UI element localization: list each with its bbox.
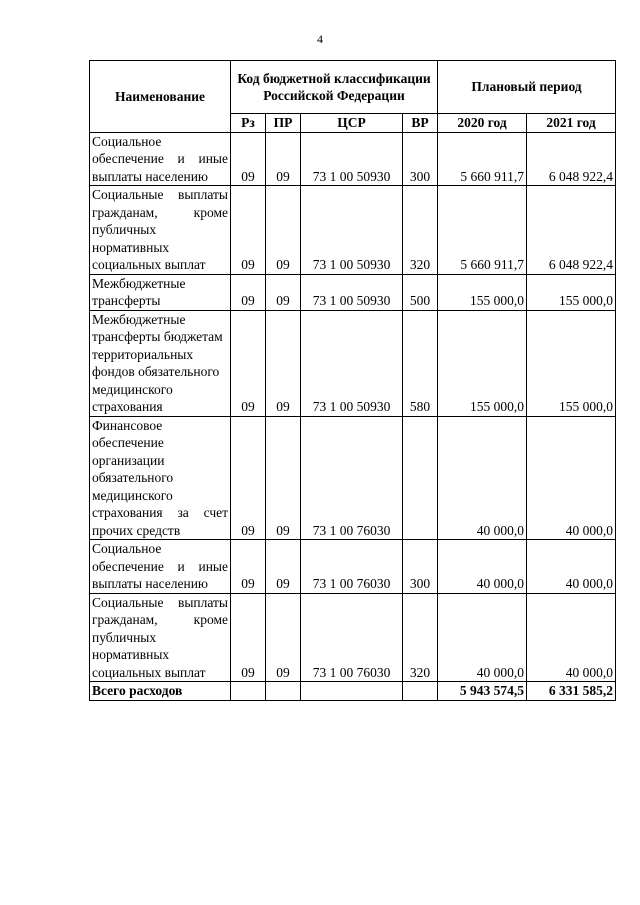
row-vr: 300 <box>403 132 438 186</box>
row-name: Межбюджетные трансферты <box>90 274 231 310</box>
row-vr: 580 <box>403 310 438 416</box>
row-vr: 320 <box>403 593 438 682</box>
row-name: Межбюджетные трансферты бюджетам территориальных фондов обязательного медицинского страхования <box>90 310 231 416</box>
row-pr: 09 <box>266 310 301 416</box>
header-code-group: Код бюджетной классификации Российской Федерации <box>231 61 438 114</box>
header-csr: ЦСР <box>301 114 403 133</box>
row-csr: 73 1 00 50930 <box>301 310 403 416</box>
row-pr: 09 <box>266 593 301 682</box>
row-2020: 40 000,0 <box>438 593 527 682</box>
row-2020: 5 660 911,7 <box>438 132 527 186</box>
row-csr: 73 1 00 76030 <box>301 540 403 594</box>
row-2021: 40 000,0 <box>527 416 616 540</box>
table-row <box>90 186 616 275</box>
header-planned-period: Плановый период <box>438 61 616 114</box>
header-rz: Рз <box>231 114 266 133</box>
row-2021: 155 000,0 <box>527 310 616 416</box>
row-name: Социальное обеспечение и иные выплаты населению <box>90 540 231 594</box>
total-empty-cell <box>231 682 266 701</box>
row-rz: 09 <box>231 593 266 682</box>
row-pr: 09 <box>266 274 301 310</box>
row-2021: 40 000,0 <box>527 540 616 594</box>
table-row <box>90 132 616 186</box>
row-vr <box>403 416 438 540</box>
row-rz: 09 <box>231 310 266 416</box>
header-name: Наименование <box>90 61 231 133</box>
row-vr: 320 <box>403 186 438 275</box>
row-csr: 73 1 00 50930 <box>301 274 403 310</box>
row-2021: 6 048 922,4 <box>527 132 616 186</box>
row-pr: 09 <box>266 540 301 594</box>
row-vr: 300 <box>403 540 438 594</box>
total-2020: 5 943 574,5 <box>438 682 527 701</box>
row-name: Социальное обеспечение и иные выплаты населению <box>90 132 231 186</box>
row-csr: 73 1 00 76030 <box>301 593 403 682</box>
row-rz: 09 <box>231 186 266 275</box>
row-rz: 09 <box>231 416 266 540</box>
table-row <box>90 416 616 540</box>
header-pr: ПР <box>266 114 301 133</box>
row-2020: 40 000,0 <box>438 540 527 594</box>
row-csr: 73 1 00 50930 <box>301 186 403 275</box>
total-row <box>90 682 616 701</box>
total-empty-cell <box>403 682 438 701</box>
row-2021: 40 000,0 <box>527 593 616 682</box>
table-row <box>90 310 616 416</box>
table-row <box>90 540 616 594</box>
row-rz: 09 <box>231 132 266 186</box>
table-row <box>90 593 616 682</box>
row-rz: 09 <box>231 274 266 310</box>
total-empty-cell <box>301 682 403 701</box>
total-empty-cell <box>266 682 301 701</box>
header-2020: 2020 год <box>438 114 527 133</box>
table-row <box>90 274 616 310</box>
row-2020: 155 000,0 <box>438 274 527 310</box>
total-2021: 6 331 585,2 <box>527 682 616 701</box>
budget-table <box>89 60 616 701</box>
header-2021: 2021 год <box>527 114 616 133</box>
row-pr: 09 <box>266 416 301 540</box>
row-2021: 6 048 922,4 <box>527 186 616 275</box>
page-number: 4 <box>317 32 323 46</box>
row-rz: 09 <box>231 540 266 594</box>
row-pr: 09 <box>266 132 301 186</box>
row-2021: 155 000,0 <box>527 274 616 310</box>
row-vr: 500 <box>403 274 438 310</box>
total-label: Всего расходов <box>90 682 231 701</box>
row-2020: 155 000,0 <box>438 310 527 416</box>
row-csr: 73 1 00 76030 <box>301 416 403 540</box>
row-csr: 73 1 00 50930 <box>301 132 403 186</box>
row-pr: 09 <box>266 186 301 275</box>
row-2020: 40 000,0 <box>438 416 527 540</box>
row-name: Финансовое обеспечение организации обязательного медицинского страхования за счет прочих средств <box>90 416 231 540</box>
row-name: Социальные выплаты гражданам, кроме публичных нормативных социальных выплат <box>90 593 231 682</box>
row-name: Социальные выплаты гражданам, кроме публичных нормативных социальных выплат <box>90 186 231 275</box>
row-2020: 5 660 911,7 <box>438 186 527 275</box>
header-vr: ВР <box>403 114 438 133</box>
